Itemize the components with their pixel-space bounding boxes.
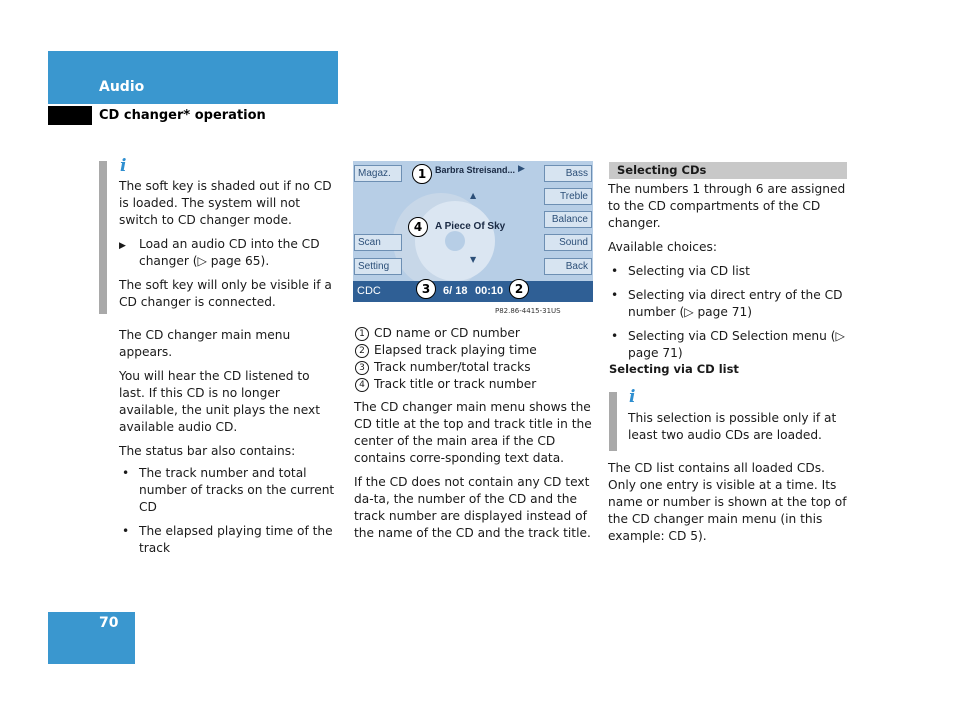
paragraph: You will hear the CD listened to last. If this CD is no longer available, the unit plays the next available audio CD. xyxy=(119,369,321,434)
legend-item xyxy=(354,376,594,393)
legend-item xyxy=(354,359,594,376)
note-block xyxy=(119,178,339,311)
note-text: This selection is possible only if at least two audio CDs are loaded. xyxy=(628,411,837,442)
note-paragraph: The soft key will only be visible if a CD changer is connected. xyxy=(119,278,332,309)
info-icon: i xyxy=(629,387,636,407)
legend-number: 4 xyxy=(355,378,369,392)
col1-body xyxy=(119,327,339,557)
legend-number: 3 xyxy=(355,361,369,375)
status-bar xyxy=(353,281,593,302)
page-number: 70 xyxy=(99,615,119,631)
page-tab xyxy=(48,612,135,664)
scroll-down-arrow-icon[interactable]: ▼ xyxy=(470,255,477,264)
legend-item xyxy=(354,325,594,342)
legend-text: Track number/total tracks xyxy=(374,360,531,374)
note-bar xyxy=(609,392,617,451)
subheading: Selecting via CD list xyxy=(609,362,739,376)
callout-1: 1 xyxy=(412,164,432,184)
disc-hole xyxy=(445,231,465,251)
magaz-softkey[interactable]: Magaz. xyxy=(354,165,402,182)
paragraph: Available choices: xyxy=(608,240,717,254)
track-number: 6/ 18 xyxy=(443,285,468,297)
note-bar xyxy=(99,161,107,314)
treble-softkey[interactable]: Treble xyxy=(544,188,592,205)
track-title: A Piece Of Sky xyxy=(435,221,506,232)
sound-softkey[interactable]: Sound xyxy=(544,234,592,251)
paragraph: If the CD does not contain any CD text da-ta, the number of the CD and the track number are displayed instead of the name of the CD and the track title. xyxy=(354,475,591,540)
figure-code: P82.86-4415-31US xyxy=(495,307,561,315)
next-cd-arrow-icon[interactable]: ▶ xyxy=(518,164,525,174)
legend-number: 1 xyxy=(355,327,369,341)
info-icon: i xyxy=(120,156,127,176)
paragraph: The numbers 1 through 6 are assigned to the CD compartments of the CD changer. xyxy=(608,182,846,230)
paragraph: The CD changer main menu shows the CD title at the top and track title in the center of the main area if the CD contains corre-sponding text data. xyxy=(354,400,592,465)
col3-body xyxy=(608,181,848,362)
note-paragraph: The soft key is shaded out if no CD is loaded. The system will not switch to CD changer mode. xyxy=(119,179,332,227)
legend-text: CD name or CD number xyxy=(374,326,520,340)
status-label: CDC xyxy=(357,285,381,297)
section-title: Audio xyxy=(99,79,145,95)
section-heading: Selecting CDs xyxy=(609,162,847,179)
cd-changer-screen xyxy=(353,161,593,302)
paragraph: The status bar also contains: xyxy=(119,444,296,458)
header-band xyxy=(48,51,338,104)
list-item: • The elapsed playing time of the track xyxy=(119,523,339,557)
legend-number: 2 xyxy=(355,344,369,358)
callout-4: 4 xyxy=(408,217,428,237)
legend-item xyxy=(354,342,594,359)
cd-name: Barbra Streisand... xyxy=(435,165,516,175)
list-item: • The track number and total number of tracks on the current CD xyxy=(119,465,339,516)
list-item: • Selecting via CD list xyxy=(608,263,848,280)
scroll-up-arrow-icon[interactable]: ▲ xyxy=(470,191,477,200)
paragraph: The CD changer main menu appears. xyxy=(119,328,291,359)
callout-3: 3 xyxy=(416,279,436,299)
balance-softkey[interactable]: Balance xyxy=(544,211,592,228)
list-item: • Selecting via direct entry of the CD number (▷ page 71) xyxy=(608,287,848,321)
list-item: • Selecting via CD Selection menu (▷ page 71) xyxy=(608,328,848,362)
legend-text: Elapsed track playing time xyxy=(374,343,537,357)
subsection-title: CD changer* operation xyxy=(99,108,266,123)
col2-body xyxy=(354,399,594,542)
section-marker xyxy=(48,106,92,125)
callout-2: 2 xyxy=(509,279,529,299)
elapsed-time: 00:10 xyxy=(475,285,504,297)
note-step: ▶ Load an audio CD into the CD changer (▷ page 65). xyxy=(119,236,339,270)
back-softkey[interactable]: Back xyxy=(544,258,592,275)
paragraph: The CD list contains all loaded CDs. Only one entry is visible at a time. Its name or number is shown at the top of the CD changer main menu (in this example: CD 5). xyxy=(608,461,847,543)
setting-softkey[interactable]: Setting xyxy=(354,258,402,275)
legend xyxy=(354,325,594,393)
legend-text: Track title or track number xyxy=(374,377,537,391)
bass-softkey[interactable]: Bass xyxy=(544,165,592,182)
scan-softkey[interactable]: Scan xyxy=(354,234,402,251)
